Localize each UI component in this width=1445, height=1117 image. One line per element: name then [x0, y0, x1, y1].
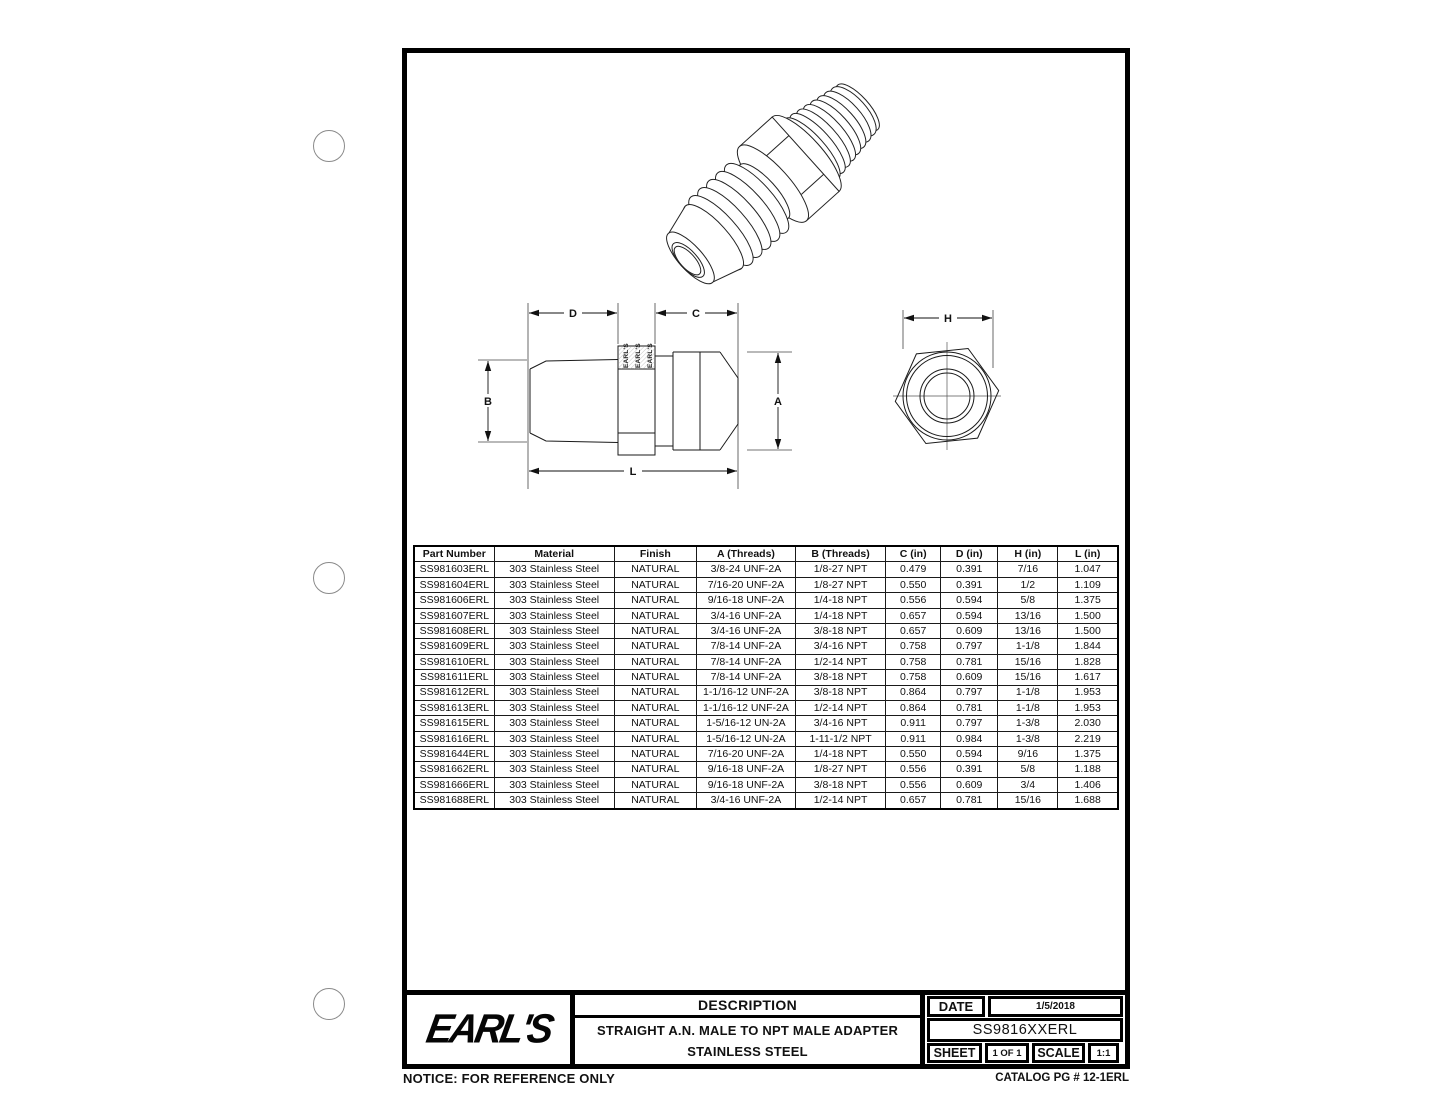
- date-label: DATE: [927, 996, 985, 1017]
- table-cell: 1.109: [1058, 577, 1118, 592]
- table-cell: 303 Stainless Steel: [494, 623, 614, 638]
- table-cell: SS981603ERL: [414, 562, 494, 577]
- table-cell: NATURAL: [614, 670, 696, 685]
- table-cell: 1/4-18 NPT: [796, 593, 886, 608]
- table-cell: 3/8-18 NPT: [796, 685, 886, 700]
- table-cell: 1-1/16-12 UNF-2A: [696, 700, 795, 715]
- table-cell: 1-5/16-12 UN-2A: [696, 716, 795, 731]
- dim-label-l: L: [629, 466, 637, 478]
- table-cell: 7/8-14 UNF-2A: [696, 639, 795, 654]
- table-cell: NATURAL: [614, 639, 696, 654]
- table-cell: 0.391: [941, 762, 998, 777]
- table-row: [414, 639, 1118, 654]
- notice-text: NOTICE: FOR REFERENCE ONLY: [403, 1071, 616, 1086]
- hex-stamp-2: EARL'S: [635, 343, 642, 368]
- table-cell: NATURAL: [614, 593, 696, 608]
- table-cell: 1.188: [1058, 762, 1118, 777]
- description-header: DESCRIPTION: [575, 995, 920, 1018]
- table-cell: 0.556: [886, 777, 941, 792]
- table-cell: 1.617: [1058, 670, 1118, 685]
- table-cell: 1-1/16-12 UNF-2A: [696, 685, 795, 700]
- table-cell: 0.609: [941, 777, 998, 792]
- table-cell: NATURAL: [614, 762, 696, 777]
- table-cell: 5/8: [998, 762, 1058, 777]
- spec-table: [413, 545, 1119, 810]
- sheet-label: SHEET: [927, 1043, 982, 1063]
- table-row: [414, 654, 1118, 669]
- table-cell: 0.781: [941, 700, 998, 715]
- table-cell: 1.828: [1058, 654, 1118, 669]
- description-cell: [575, 995, 925, 1064]
- table-cell: NATURAL: [614, 685, 696, 700]
- table-header: B (Threads): [796, 546, 886, 562]
- table-cell: 7/16-20 UNF-2A: [696, 747, 795, 762]
- table-cell: SS981662ERL: [414, 762, 494, 777]
- sheet-value: 1 OF 1: [985, 1043, 1029, 1063]
- table-cell: 1-1/8: [998, 685, 1058, 700]
- table-cell: 3/8-18 NPT: [796, 670, 886, 685]
- table-cell: 303 Stainless Steel: [494, 747, 614, 762]
- hole-punch-top: [313, 130, 345, 162]
- table-cell: 1/2-14 NPT: [796, 700, 886, 715]
- table-cell: NATURAL: [614, 777, 696, 792]
- table-cell: 3/4-16 NPT: [796, 639, 886, 654]
- title-block: [407, 990, 1125, 1064]
- table-cell: SS981612ERL: [414, 685, 494, 700]
- table-header: Part Number: [414, 546, 494, 562]
- table-cell: SS981644ERL: [414, 747, 494, 762]
- table-row: [414, 793, 1118, 809]
- table-cell: 15/16: [998, 793, 1058, 809]
- technical-drawing: [407, 53, 1125, 539]
- table-header-row: [414, 546, 1118, 562]
- table-cell: SS981616ERL: [414, 731, 494, 746]
- table-cell: NATURAL: [614, 608, 696, 623]
- table-cell: SS981607ERL: [414, 608, 494, 623]
- table-header: Material: [494, 546, 614, 562]
- table-cell: 303 Stainless Steel: [494, 731, 614, 746]
- table-cell: 303 Stainless Steel: [494, 577, 614, 592]
- table-cell: NATURAL: [614, 716, 696, 731]
- table-header: L (in): [1058, 546, 1118, 562]
- table-cell: 3/4-16 UNF-2A: [696, 623, 795, 638]
- side-view: [478, 303, 792, 489]
- table-cell: 3/4: [998, 777, 1058, 792]
- table-cell: 0.657: [886, 623, 941, 638]
- dim-label-h: H: [944, 313, 952, 325]
- table-cell: NATURAL: [614, 654, 696, 669]
- table-cell: 0.391: [941, 577, 998, 592]
- table-cell: 13/16: [998, 623, 1058, 638]
- table-row: [414, 747, 1118, 762]
- table-cell: 1.500: [1058, 608, 1118, 623]
- table-cell: 2.030: [1058, 716, 1118, 731]
- table-cell: 9/16: [998, 747, 1058, 762]
- table-cell: 0.609: [941, 623, 998, 638]
- table-cell: 1.953: [1058, 685, 1118, 700]
- table-cell: 3/8-18 NPT: [796, 777, 886, 792]
- table-cell: 1-3/8: [998, 731, 1058, 746]
- table-cell: 9/16-18 UNF-2A: [696, 593, 795, 608]
- table-row: [414, 577, 1118, 592]
- table-cell: 1/4-18 NPT: [796, 747, 886, 762]
- table-cell: NATURAL: [614, 562, 696, 577]
- table-cell: 1/8-27 NPT: [796, 577, 886, 592]
- table-cell: 303 Stainless Steel: [494, 562, 614, 577]
- table-cell: 0.797: [941, 639, 998, 654]
- table-cell: 0.758: [886, 654, 941, 669]
- table-cell: 0.758: [886, 639, 941, 654]
- description-line-2: STAINLESS STEEL: [687, 1044, 808, 1059]
- table-row: [414, 762, 1118, 777]
- table-cell: 1.688: [1058, 793, 1118, 809]
- table-cell: 0.609: [941, 670, 998, 685]
- table-cell: 1-1/8: [998, 700, 1058, 715]
- catalog-reference: CATALOG PG # 12-1ERL: [995, 1072, 1129, 1084]
- table-cell: NATURAL: [614, 747, 696, 762]
- dim-label-b: B: [484, 396, 492, 408]
- table-row: [414, 700, 1118, 715]
- hex-stamp-3: EARL'S: [647, 343, 654, 368]
- table-cell: 5/8: [998, 593, 1058, 608]
- dim-label-d: D: [569, 308, 577, 320]
- table-cell: 303 Stainless Steel: [494, 639, 614, 654]
- table-cell: 3/8-24 UNF-2A: [696, 562, 795, 577]
- table-cell: 0.657: [886, 608, 941, 623]
- table-header: A (Threads): [696, 546, 795, 562]
- table-cell: 7/8-14 UNF-2A: [696, 670, 795, 685]
- table-cell: 1/4-18 NPT: [796, 608, 886, 623]
- table-cell: SS981666ERL: [414, 777, 494, 792]
- table-cell: 3/4-16 UNF-2A: [696, 608, 795, 623]
- table-cell: 303 Stainless Steel: [494, 793, 614, 809]
- hex-stamp-1: EARL'S: [623, 343, 630, 368]
- table-cell: 7/16: [998, 562, 1058, 577]
- table-cell: NATURAL: [614, 793, 696, 809]
- table-cell: 1/2-14 NPT: [796, 654, 886, 669]
- date-value: 1/5/2018: [988, 996, 1123, 1017]
- table-header: H (in): [998, 546, 1058, 562]
- table-cell: 303 Stainless Steel: [494, 777, 614, 792]
- table-cell: 0.864: [886, 685, 941, 700]
- table-cell: 0.550: [886, 577, 941, 592]
- table-row: [414, 716, 1118, 731]
- table-cell: 303 Stainless Steel: [494, 685, 614, 700]
- scale-label: SCALE: [1032, 1043, 1085, 1063]
- table-row: [414, 685, 1118, 700]
- description-body: [575, 1018, 920, 1064]
- table-cell: 0.594: [941, 608, 998, 623]
- table-cell: 1/2: [998, 577, 1058, 592]
- table-cell: 9/16-18 UNF-2A: [696, 777, 795, 792]
- dim-label-a: A: [774, 396, 782, 408]
- table-cell: 0.984: [941, 731, 998, 746]
- table-cell: 1.844: [1058, 639, 1118, 654]
- table-cell: 0.391: [941, 562, 998, 577]
- hole-punch-middle: [313, 562, 345, 594]
- table-cell: 0.781: [941, 654, 998, 669]
- table-cell: 303 Stainless Steel: [494, 654, 614, 669]
- table-cell: 0.657: [886, 793, 941, 809]
- table-cell: 0.556: [886, 762, 941, 777]
- hole-punch-bottom: [313, 988, 345, 1020]
- table-cell: 0.758: [886, 670, 941, 685]
- table-cell: SS981611ERL: [414, 670, 494, 685]
- table-cell: 3/8-18 NPT: [796, 623, 886, 638]
- table-row: [414, 777, 1118, 792]
- table-cell: 1.375: [1058, 747, 1118, 762]
- table-cell: 1.953: [1058, 700, 1118, 715]
- table-cell: 0.594: [941, 747, 998, 762]
- table-cell: SS981609ERL: [414, 639, 494, 654]
- table-row: [414, 670, 1118, 685]
- table-cell: 303 Stainless Steel: [494, 700, 614, 715]
- table-cell: 1.047: [1058, 562, 1118, 577]
- table-cell: 1.500: [1058, 623, 1118, 638]
- earls-logo: EARL'S: [422, 1006, 555, 1052]
- table-cell: 15/16: [998, 670, 1058, 685]
- table-cell: 2.219: [1058, 731, 1118, 746]
- table-cell: 3/4-16 UNF-2A: [696, 793, 795, 809]
- table-header: C (in): [886, 546, 941, 562]
- table-cell: 3/4-16 NPT: [796, 716, 886, 731]
- table-cell: NATURAL: [614, 623, 696, 638]
- table-cell: 303 Stainless Steel: [494, 593, 614, 608]
- table-cell: 303 Stainless Steel: [494, 608, 614, 623]
- table-cell: 1/8-27 NPT: [796, 562, 886, 577]
- table-cell: 1-3/8: [998, 716, 1058, 731]
- table-cell: NATURAL: [614, 577, 696, 592]
- table-cell: 15/16: [998, 654, 1058, 669]
- table-row: [414, 731, 1118, 746]
- table-cell: 0.864: [886, 700, 941, 715]
- logo-cell: [407, 995, 575, 1064]
- table-cell: SS981608ERL: [414, 623, 494, 638]
- table-cell: 0.556: [886, 593, 941, 608]
- table-row: [414, 562, 1118, 577]
- end-view: [893, 310, 1001, 450]
- table-header: D (in): [941, 546, 998, 562]
- table-cell: 303 Stainless Steel: [494, 716, 614, 731]
- table-row: [414, 593, 1118, 608]
- table-cell: SS981610ERL: [414, 654, 494, 669]
- description-line-1: STRAIGHT A.N. MALE TO NPT MALE ADAPTER: [596, 1023, 899, 1038]
- table-cell: 1.375: [1058, 593, 1118, 608]
- dim-label-c: C: [692, 308, 700, 320]
- table-cell: 0.479: [886, 562, 941, 577]
- table-cell: 0.594: [941, 593, 998, 608]
- table-cell: NATURAL: [614, 700, 696, 715]
- table-row: [414, 608, 1118, 623]
- table-cell: 1-1/8: [998, 639, 1058, 654]
- table-cell: SS981615ERL: [414, 716, 494, 731]
- table-cell: 9/16-18 UNF-2A: [696, 762, 795, 777]
- isometric-view: [648, 63, 899, 303]
- table-cell: 1/8-27 NPT: [796, 762, 886, 777]
- table-cell: 0.797: [941, 685, 998, 700]
- table-cell: NATURAL: [614, 731, 696, 746]
- table-row: [414, 623, 1118, 638]
- table-cell: 0.781: [941, 793, 998, 809]
- table-cell: 0.797: [941, 716, 998, 731]
- table-cell: 1/2-14 NPT: [796, 793, 886, 809]
- table-cell: 7/8-14 UNF-2A: [696, 654, 795, 669]
- table-cell: 1-11-1/2 NPT: [796, 731, 886, 746]
- table-cell: 303 Stainless Steel: [494, 762, 614, 777]
- table-cell: 0.911: [886, 716, 941, 731]
- table-cell: SS981604ERL: [414, 577, 494, 592]
- table-cell: 303 Stainless Steel: [494, 670, 614, 685]
- table-cell: 0.550: [886, 747, 941, 762]
- table-cell: SS981688ERL: [414, 793, 494, 809]
- table-cell: 1.406: [1058, 777, 1118, 792]
- scale-value: 1:1: [1088, 1043, 1119, 1063]
- drawing-sheet: [402, 48, 1130, 1069]
- title-block-right: [925, 995, 1125, 1064]
- table-cell: SS981613ERL: [414, 700, 494, 715]
- table-cell: 13/16: [998, 608, 1058, 623]
- part-series-number: SS9816XXERL: [927, 1018, 1123, 1042]
- table-header: Finish: [614, 546, 696, 562]
- table-cell: 7/16-20 UNF-2A: [696, 577, 795, 592]
- table-cell: SS981606ERL: [414, 593, 494, 608]
- table-cell: 1-5/16-12 UN-2A: [696, 731, 795, 746]
- table-cell: 0.911: [886, 731, 941, 746]
